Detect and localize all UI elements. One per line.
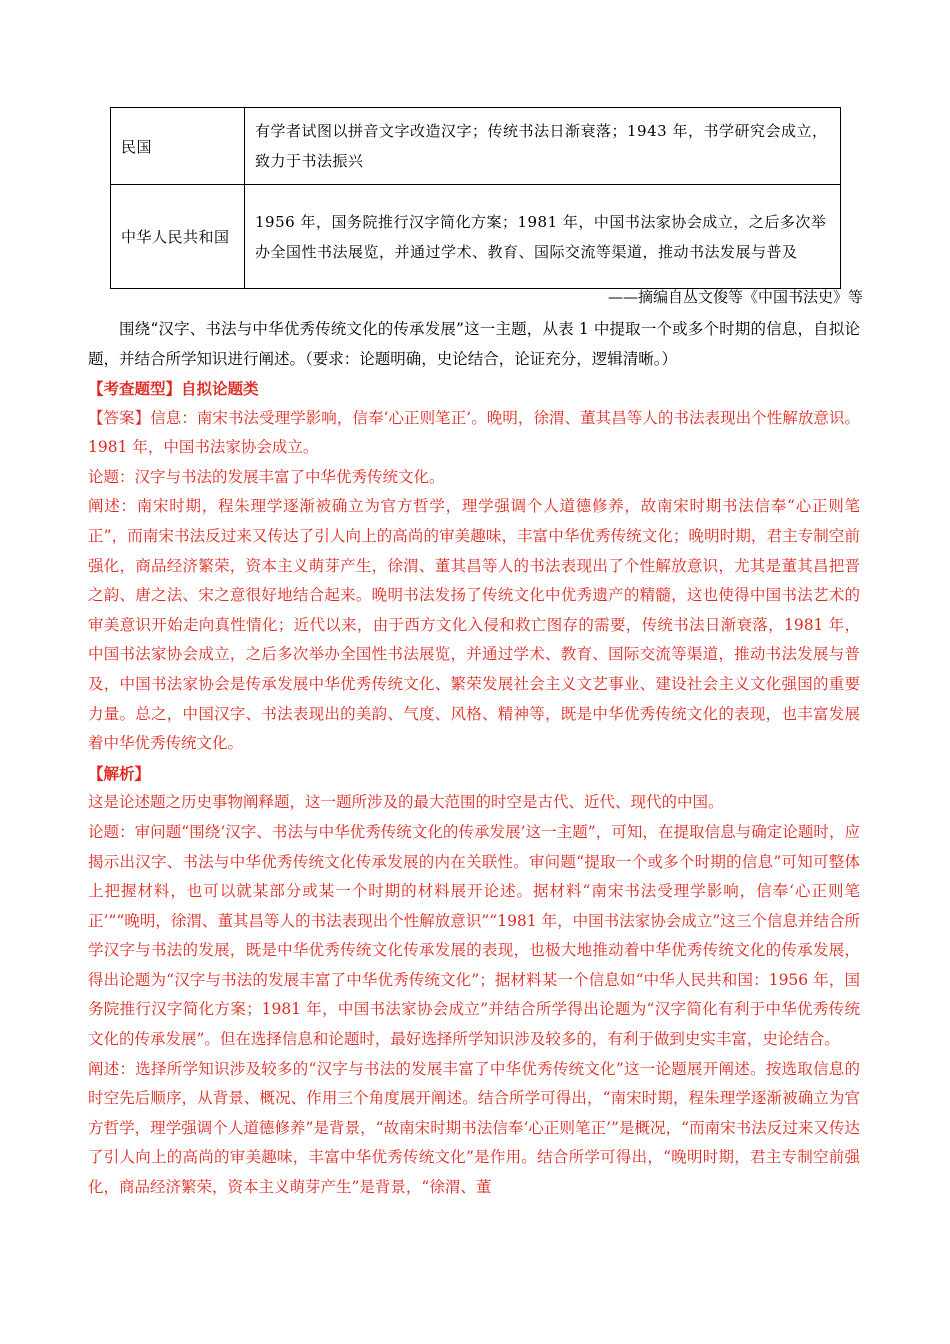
answer-info: 【答案】信息：南宋书法受理学影响，信奉‘心正则笔正’。晚明，徐渭、董其昌等人的书法表现出个性解放意识。1981 年，中国书法家协会成立。 <box>88 408 860 457</box>
table-row <box>111 108 841 185</box>
analysis-exposition: 阐述：选择所学知识涉及较多的“汉字与书法的发展丰富了中华优秀传统文化”这一论题展开阐述。按选取信息的时空先后顺序，从背景、概况、作用三个角度展开阐述。结合所学可得出，“南宋时期，程朱理学逐渐被确立为官方哲学，理学强调个人道德修养”是背景，“故南宋时期书法信奉‘心正则笔正’”是概况，“而南宋书法反过来又传达了引人向上的高尚的审美趣味，丰富中华优秀传统文化”是作用。结合所学可得出，“晚明时期，君主专制空前强化，商品经济繁荣，资本主义萌芽产生”是背景，“徐渭、董 <box>88 1059 860 1197</box>
question-type-heading: 【考查题型】自拟论题类 <box>88 379 259 398</box>
analysis-intro: 这是论述题之历史事物阐释题，这一题所涉及的最大范围的时空是古代、近代、现代的中国。 <box>88 793 724 812</box>
answer-exposition: 阐述：南宋时期，程朱理学逐渐被确立为官方哲学，理学强调个人道德修养，故南宋时期书法信奉“心正则笔正”，而南宋书法反过来又传达了引人向上的高尚的审美趣味，丰富中华优秀传统文化；晚明时期，君主专制空前强化，商品经济繁荣，资本主义萌芽产生，徐渭、董其昌等人的书法表现出了个性解放意识，尤其是董其昌把晋之韵、唐之法、宋之意很好地结合起来。晚明书法发扬了传统文化中优秀遗产的精髓，这也使得中国书法艺术的审美意识开始走向真性情化；近代以来，由于西方文化入侵和救亡图存的需要，传统书法日渐衰落，1981 年，中国书法家协会成立，之后多次举办全国性书法展览，并通过学术、教育、国际交流等渠道，推动书法发展与普及，中国书法家协会是传承发展中华优秀传统文化、繁荣发展社会主义文艺事业、建设社会主义文化强国的重要力量。总之，中国汉字、书法表现出的美韵、气度、风格、精神等，既是中华优秀传统文化的表现，也丰富发展着中华优秀传统文化。 <box>88 497 860 753</box>
era-cell: 民国 <box>111 108 245 185</box>
question-text: 围绕“汉字、书法与中华优秀传统文化的传承发展”这一主题，从表 1 中提取一个或多个时期的信息，自拟论题，并结合所学知识进行阐述。（要求：论题明确，史论结合，论证充分，逻辑清晰。） <box>88 320 860 368</box>
era-cell: 中华人民共和国 <box>111 185 245 289</box>
history-periods-table <box>110 107 841 289</box>
description-cell: 1956 年，国务院推行汉字简化方案；1981 年，中国书法家协会成立，之后多次举办全国性书法展览，并通过学术、教育、国际交流等渠道，推动书法发展与普及 <box>245 185 841 289</box>
table-row <box>111 185 841 289</box>
answer-thesis: 论题：汉字与书法的发展丰富了中华优秀传统文化。 <box>88 467 445 486</box>
analysis-thesis: 论题：审问题“围绕‘汉字、书法与中华优秀传统文化的传承发展’这一主题”，可知，在提取信息与确定论题时，应揭示出汉字、书法与中华优秀传统文化传承发展的内在关联性。审问题“提取一个或多个时期的信息”可知可整体上把握材料，也可以就某部分或某一个时期的材料展开论述。据材料“南宋书法受理学影响，信奉‘心正则笔正’”“晚明，徐渭、董其昌等人的书法表现出个性解放意识”“1981 年，中国书法家协会成立”这三个信息并结合所学汉字与书法的发展，既是中华优秀传统文化传承发展的表现，也极大地推动着中华优秀传统文化的传承发展，得出论题为“汉字与书法的发展丰富了中华优秀传统文化”；据材料某一个信息如“中华人民共和国：1956 年，国务院推行汉字简化方案；1981 年，中国书法家协会成立”并结合所学得出论题为“汉字简化有利于中华优秀传统文化的传承发展”。但在选择信息和论题时，最好选择所学知识涉及较多的，有利于做到史实丰富，史论结合。 <box>88 822 860 1049</box>
answer-section <box>88 374 860 1203</box>
source-citation: ——摘编自丛文俊等《中国书法史》等 <box>607 288 863 306</box>
question-block <box>88 315 860 374</box>
description-cell: 有学者试图以拼音文字改造汉字；传统书法日渐衰落；1943 年，书学研究会成立，致力于书法振兴 <box>245 108 841 185</box>
analysis-heading: 【解析】 <box>88 763 151 783</box>
